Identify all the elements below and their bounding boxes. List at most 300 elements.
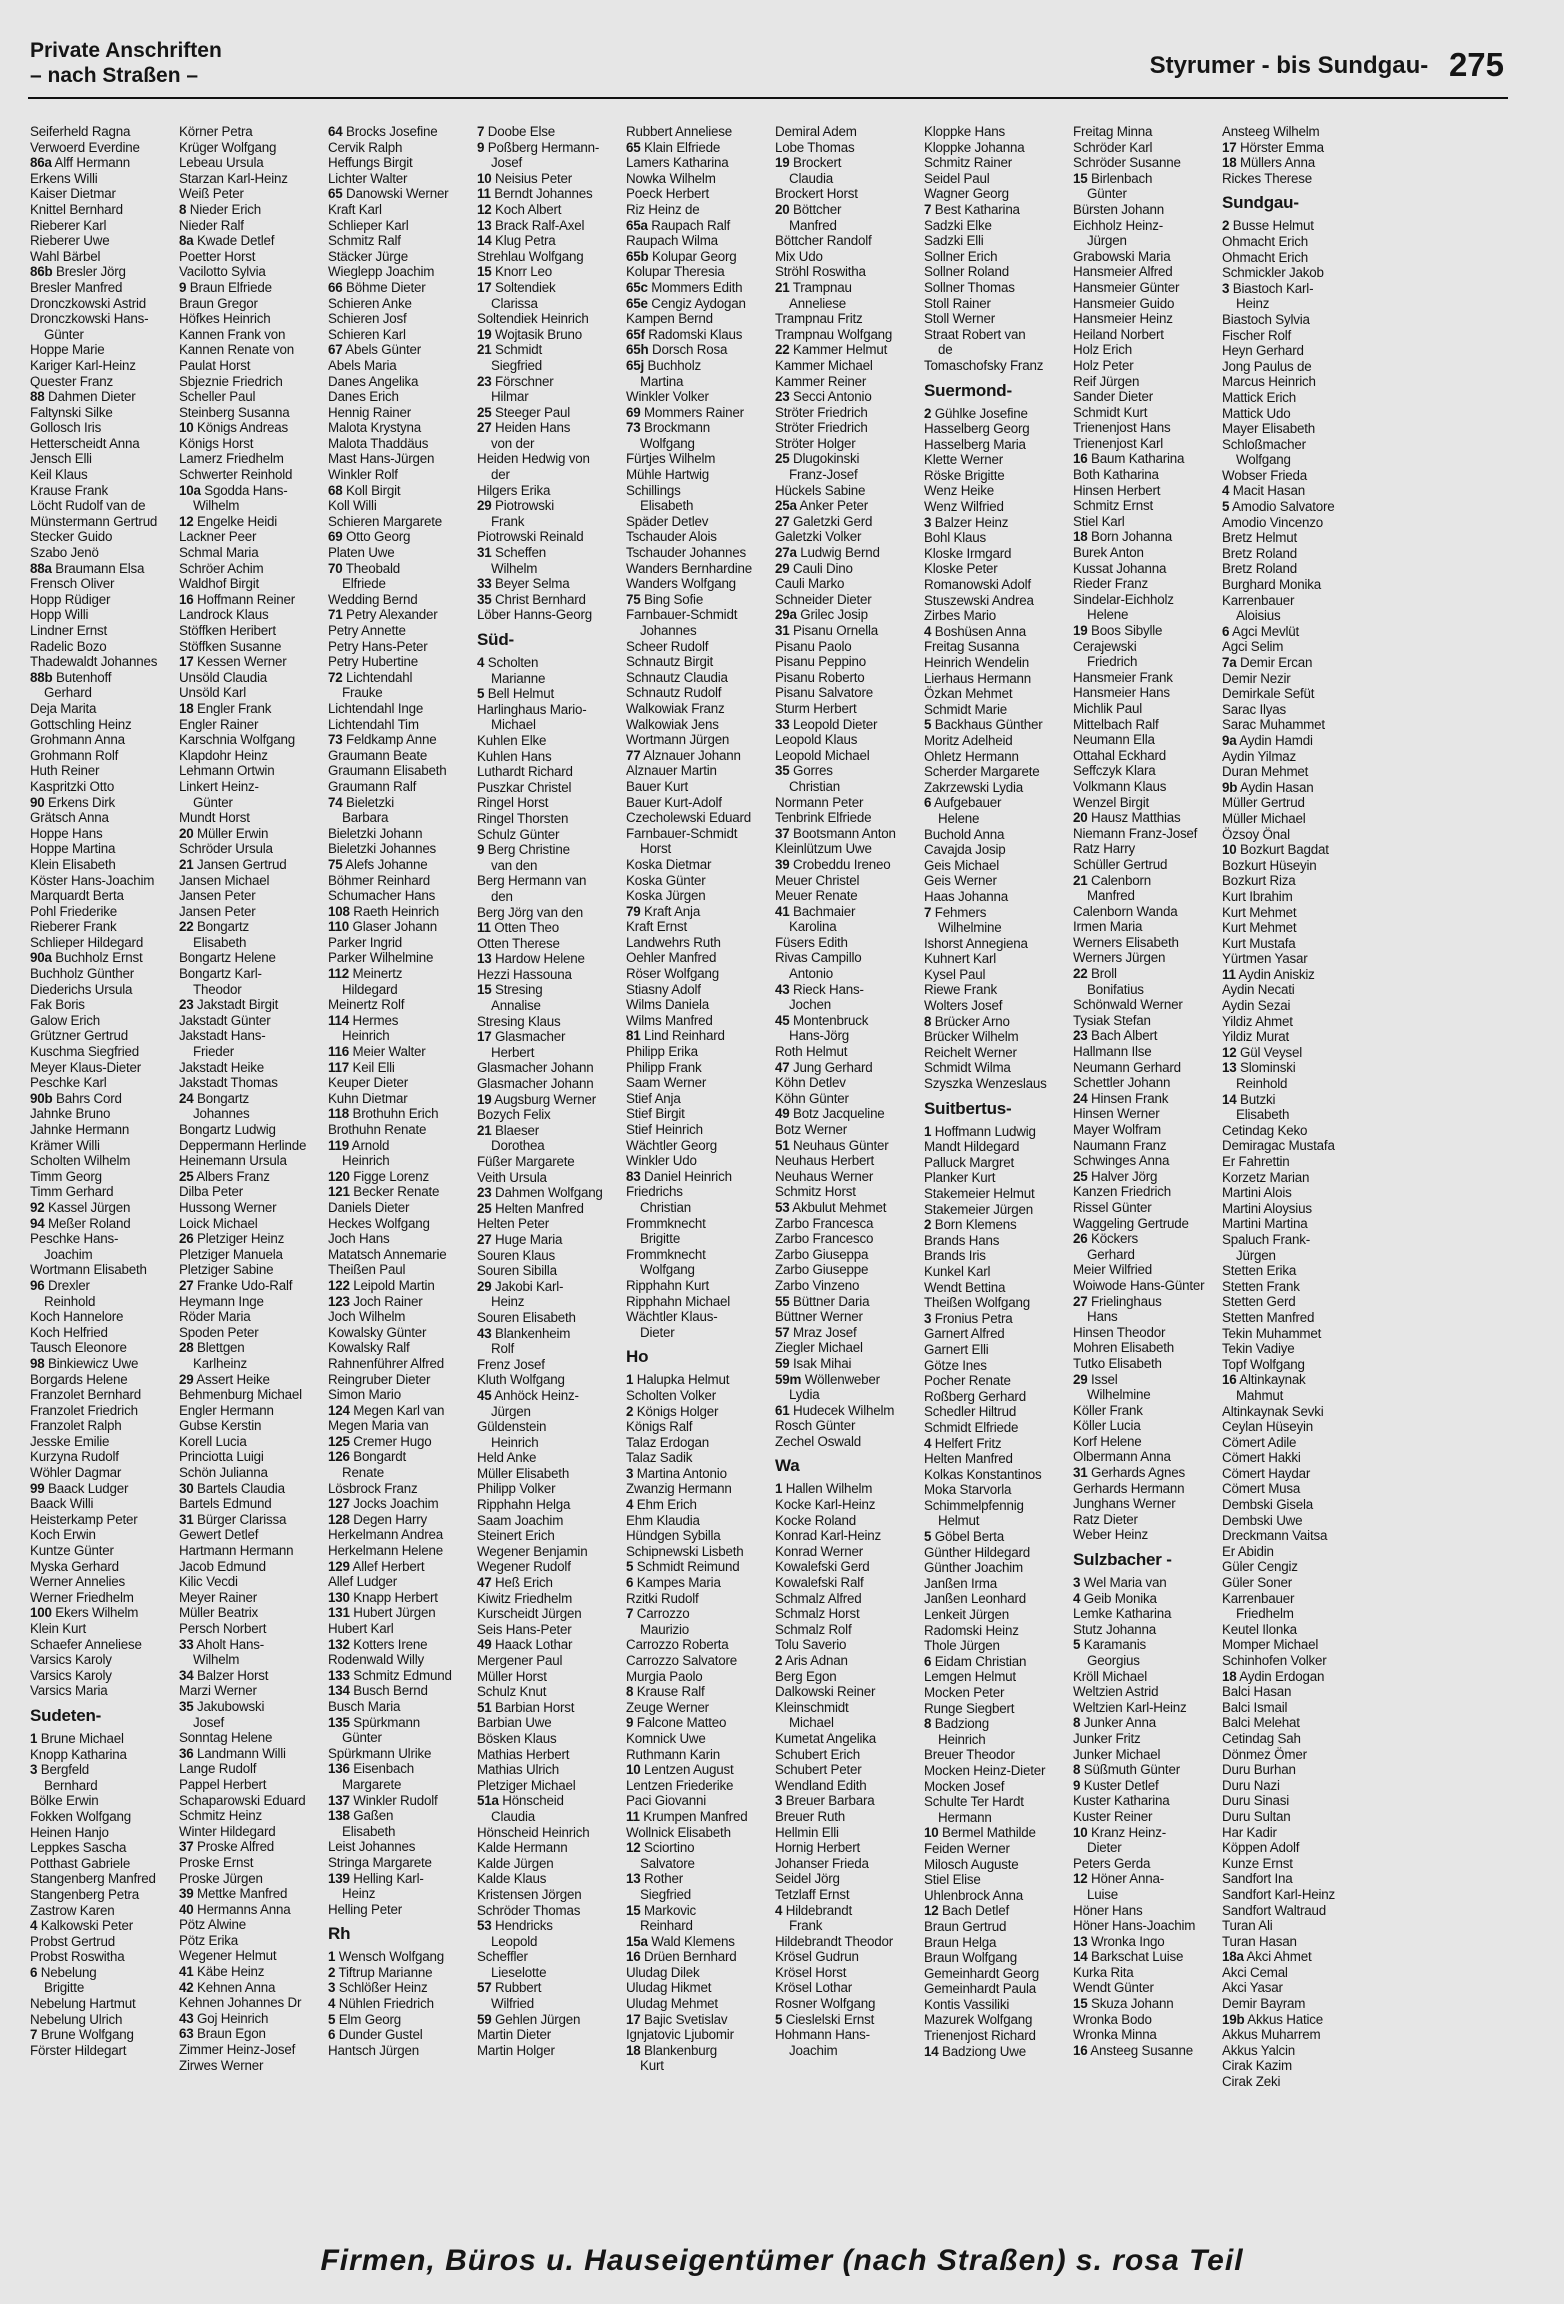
entry-continuation: Reinhold bbox=[1236, 1076, 1288, 1092]
directory-column bbox=[1073, 124, 1213, 2227]
directory-entry: Kariger Karl-Heinz bbox=[30, 357, 136, 373]
directory-entry: Gottschling Heinz bbox=[30, 716, 132, 732]
directory-entry: Hündgen Sybilla bbox=[626, 1528, 721, 1544]
directory-entry: Mazurek Wolfgang bbox=[924, 2012, 1033, 2028]
directory-entry: 86a Alff Hermann bbox=[30, 155, 131, 171]
directory-entry: Hopp Willi bbox=[30, 607, 89, 623]
directory-entry: Leopold Klaus bbox=[775, 732, 858, 748]
directory-entry: Schloßmacher bbox=[1222, 436, 1306, 452]
directory-entry: Radomski Heinz bbox=[924, 1622, 1019, 1638]
house-number: 14 bbox=[1073, 1949, 1088, 1965]
entry-continuation: Brigitte bbox=[640, 1231, 681, 1247]
directory-entry: Holz Peter bbox=[1073, 357, 1134, 373]
directory-entry: Erkens Willi bbox=[30, 170, 98, 186]
directory-entry: Kurt Mustafa bbox=[1222, 935, 1296, 951]
directory-entry: 33 Aholt Hans- bbox=[179, 1636, 265, 1652]
directory-entry: Souren Elisabeth bbox=[477, 1309, 576, 1325]
directory-entry: Mix Udo bbox=[775, 248, 823, 264]
directory-entry: Otten Therese bbox=[477, 935, 560, 951]
directory-entry: Both Katharina bbox=[1073, 467, 1159, 483]
directory-entry: Scherder Margarete bbox=[924, 764, 1040, 780]
directory-entry: Jansen Michael bbox=[179, 872, 270, 888]
house-number: 27a bbox=[775, 545, 797, 561]
directory-entry: Aydin Sezai bbox=[1222, 998, 1291, 1014]
directory-entry: 12 Sciortino bbox=[626, 1840, 695, 1856]
directory-entry: 75 Alefs Johanne bbox=[328, 856, 428, 872]
directory-entry: Krösel Gudrun bbox=[775, 1949, 859, 1965]
house-number: 18a bbox=[1222, 1949, 1244, 1965]
directory-entry: Schinhofen Volker bbox=[1222, 1653, 1327, 1668]
street-range-title: Styrumer - bis Sundgau- bbox=[1149, 52, 1429, 79]
house-number: 39 bbox=[179, 1886, 194, 1902]
directory-entry: Danes Angelika bbox=[328, 373, 419, 389]
directory-entry: Landrock Klaus bbox=[179, 607, 269, 623]
directory-entry: Stöffken Susanne bbox=[179, 638, 282, 654]
directory-entry: 51 Neuhaus Günter bbox=[775, 1137, 889, 1153]
directory-entry: Ströter Friedrich bbox=[775, 420, 868, 436]
directory-entry: Steinberg Susanna bbox=[179, 404, 290, 420]
directory-entry: Martini Martina bbox=[1222, 1216, 1308, 1232]
directory-entry: Köller Lucia bbox=[1073, 1418, 1141, 1434]
directory-entry: Er Abidin bbox=[1222, 1543, 1274, 1559]
entry-continuation: Joachim bbox=[44, 1246, 93, 1262]
directory-entry: Abels Maria bbox=[328, 357, 397, 373]
directory-entry: Schröder Ursula bbox=[179, 841, 273, 857]
directory-entry: Quester Franz bbox=[30, 373, 113, 389]
directory-entry: Keuper Dieter bbox=[328, 1075, 409, 1091]
entry-continuation: Heinrich bbox=[342, 1028, 390, 1044]
directory-entry: Zarbo Giuseppa bbox=[775, 1246, 869, 1262]
directory-entry: Sollner Thomas bbox=[924, 279, 1015, 295]
directory-entry: Winkler Rolf bbox=[328, 467, 398, 483]
entry-continuation: Günter bbox=[1087, 186, 1127, 202]
directory-entry: 36 Landmann Willi bbox=[179, 1745, 286, 1761]
directory-entry: Schönwald Werner bbox=[1073, 997, 1183, 1013]
directory-entry: 12 Engelke Heidi bbox=[179, 513, 278, 529]
directory-entry: 139 Helling Karl- bbox=[328, 1870, 424, 1886]
directory-entry: Büttner Werner bbox=[775, 1309, 863, 1325]
directory-entry: Heymann Inge bbox=[179, 1293, 264, 1309]
directory-entry: 28 Blettgen bbox=[179, 1340, 245, 1356]
directory-entry: 18a Akci Ahmet bbox=[1222, 1949, 1312, 1965]
directory-entry: Bauer Kurt bbox=[626, 778, 689, 794]
directory-entry: Berg Hermann van bbox=[477, 873, 587, 889]
directory-entry: Garnert Elli bbox=[924, 1341, 989, 1357]
directory-entry: 5 Amodio Salvatore bbox=[1222, 499, 1335, 515]
directory-entry: Winkler Volker bbox=[626, 389, 709, 405]
directory-entry: Schaefer Anneliese bbox=[30, 1636, 142, 1652]
house-number: 10 bbox=[924, 1825, 939, 1841]
directory-entry: Wegener Rudolf bbox=[477, 1559, 571, 1575]
house-number: 96 bbox=[30, 1277, 45, 1293]
entry-continuation: Luise bbox=[1087, 1886, 1119, 1902]
directory-entry: Kuster Reiner bbox=[1073, 1808, 1153, 1824]
directory-entry: Graumann Beate bbox=[328, 747, 428, 763]
entry-continuation: Aloisius bbox=[1236, 608, 1281, 624]
entry-continuation: Reinhard bbox=[640, 1918, 693, 1934]
house-number: 137 bbox=[328, 1792, 350, 1808]
directory-entry: 25a Anker Peter bbox=[775, 498, 869, 514]
directory-entry: Lange Rudolf bbox=[179, 1761, 257, 1777]
directory-entry: Dembski Uwe bbox=[1222, 1512, 1303, 1528]
directory-entry: 47 Heß Erich bbox=[477, 1575, 553, 1591]
directory-entry: Walkowiak Jens bbox=[626, 716, 719, 732]
house-number: 116 bbox=[328, 1044, 350, 1060]
entry-continuation: Martina bbox=[640, 373, 684, 389]
directory-entry: Grohmann Anna bbox=[30, 732, 125, 748]
directory-entry: Schubert Peter bbox=[775, 1762, 862, 1778]
directory-entry: Mathias Herbert bbox=[477, 1746, 570, 1762]
directory-entry: Schieren Anke bbox=[328, 295, 412, 311]
house-number: 118 bbox=[328, 1106, 350, 1122]
directory-entry: Jacob Edmund bbox=[179, 1558, 266, 1574]
directory-entry: Koska Günter bbox=[626, 872, 706, 888]
directory-entry: 59 Gehlen Jürgen bbox=[477, 2011, 581, 2027]
directory-entry: Krösel Lothar bbox=[775, 1980, 853, 1996]
entry-continuation: Hans-Jörg bbox=[789, 1028, 849, 1044]
directory-entry: 10 Lentzen August bbox=[626, 1762, 734, 1778]
directory-entry: 6 Agci Mevlüt bbox=[1222, 623, 1300, 639]
directory-entry: 21 Calenborn bbox=[1073, 872, 1152, 888]
directory-entry: Krüger Wolfgang bbox=[179, 139, 277, 155]
house-number: 33 bbox=[775, 716, 790, 732]
directory-entry: Grabowski Maria bbox=[1073, 248, 1171, 264]
directory-entry: 2 Tiftrup Marianne bbox=[328, 1964, 433, 1980]
house-number: 1 bbox=[775, 1481, 783, 1497]
directory-entry: 65 Danowski Werner bbox=[328, 186, 449, 202]
entry-continuation: Siegfried bbox=[491, 357, 543, 373]
directory-entry: Petry Hubertine bbox=[328, 654, 419, 670]
directory-entry: Jesske Emilie bbox=[30, 1433, 110, 1449]
directory-entry: Nebelung Hartmut bbox=[30, 1996, 136, 2012]
entry-continuation: Hans bbox=[1087, 1309, 1118, 1325]
directory-entry: Ripphahn Helga bbox=[477, 1497, 571, 1513]
directory-entry: Schmitz Horst bbox=[775, 1184, 856, 1200]
directory-entry: Heyn Gerhard bbox=[1222, 343, 1304, 359]
entry-continuation: Josef bbox=[193, 1714, 225, 1730]
directory-entry: Meuer Christel bbox=[775, 872, 860, 888]
house-number: 94 bbox=[30, 1215, 45, 1231]
directory-entry: Müller Gertrud bbox=[1222, 795, 1305, 811]
directory-entry: Rahnenführer Alfred bbox=[328, 1355, 445, 1371]
house-number: 9 bbox=[1073, 1777, 1081, 1793]
directory-entry: 126 Bongardt bbox=[328, 1449, 407, 1465]
directory-entry: Wagner Georg bbox=[924, 186, 1009, 202]
entry-continuation: Johannes bbox=[193, 1106, 250, 1122]
directory-entry: Kraft Ernst bbox=[626, 919, 688, 935]
directory-entry: Koll Willi bbox=[328, 498, 377, 514]
directory-entry: 9 Braun Elfriede bbox=[179, 279, 272, 295]
entry-continuation: von der bbox=[491, 435, 535, 451]
directory-entry: Tschauder Johannes bbox=[626, 545, 746, 561]
directory-entry: 11 Aydin Aniskiz bbox=[1222, 966, 1315, 982]
directory-entry: Bongartz Ludwig bbox=[179, 1122, 276, 1137]
directory-entry: 16 Baum Katharina bbox=[1073, 451, 1185, 467]
directory-entry: Frensch Oliver bbox=[30, 576, 115, 592]
directory-entry: Fürtjes Wilhelm bbox=[626, 451, 716, 467]
house-number: 4 bbox=[30, 1918, 38, 1934]
directory-entry: 65j Buchholz bbox=[626, 357, 702, 373]
house-number: 12 bbox=[1222, 1044, 1237, 1060]
directory-entry: Fak Boris bbox=[30, 997, 85, 1013]
directory-entry: Joch Hans bbox=[328, 1231, 390, 1247]
directory-entry: Bohl Klaus bbox=[924, 530, 987, 546]
house-number: 51a bbox=[477, 1793, 499, 1809]
directory-entry: Gemeinhardt Paula bbox=[924, 1981, 1036, 1997]
house-number: 49 bbox=[775, 1106, 790, 1122]
directory-entry: Jakstadt Thomas bbox=[179, 1075, 278, 1091]
house-number: 69 bbox=[328, 529, 343, 545]
entry-continuation: Leopold bbox=[491, 1933, 538, 1949]
directory-entry: Kurzyna Rudolf bbox=[30, 1449, 119, 1465]
house-number: 27 bbox=[179, 1277, 194, 1293]
directory-entry: Stetten Gerd bbox=[1222, 1294, 1296, 1310]
directory-entry: 61 Hudecek Wilhelm bbox=[775, 1402, 895, 1418]
house-number: 53 bbox=[775, 1199, 790, 1215]
directory-entry: 135 Spürkmann bbox=[328, 1714, 420, 1730]
directory-entry: 8 Brücker Arno bbox=[924, 1013, 1010, 1029]
directory-entry: Philipp Volker bbox=[477, 1481, 556, 1497]
house-number: 70 bbox=[328, 560, 343, 576]
directory-entry: Hopp Rüdiger bbox=[30, 591, 111, 607]
directory-entry: Graumann Elisabeth bbox=[328, 763, 447, 779]
directory-entry: 16 Ansteeg Susanne bbox=[1073, 2042, 1194, 2058]
directory-entry: 53 Akbulut Mehmet bbox=[775, 1199, 887, 1215]
directory-entry: Loick Michael bbox=[179, 1215, 258, 1231]
directory-entry: Peters Gerda bbox=[1073, 1855, 1151, 1871]
house-number: 65b bbox=[626, 248, 649, 264]
entry-continuation: Wolfgang bbox=[1236, 452, 1291, 468]
directory-entry: Rosch Günter bbox=[775, 1418, 856, 1434]
directory-entry: Walkowiak Franz bbox=[626, 700, 725, 716]
directory-entry: Heffungs Birgit bbox=[328, 155, 413, 171]
house-number: 79 bbox=[626, 903, 641, 919]
directory-entry: 4 Ehm Erich bbox=[626, 1497, 697, 1513]
directory-entry: Pötz Erika bbox=[179, 1932, 239, 1948]
house-number: 65f bbox=[626, 326, 645, 342]
directory-entry: Proske Ernst bbox=[179, 1854, 254, 1870]
house-number: 15 bbox=[477, 264, 492, 280]
directory-entry: Sadzki Elke bbox=[924, 217, 992, 233]
directory-entry: 7 Fehmers bbox=[924, 904, 987, 920]
directory-entry: Bürsten Johann bbox=[1073, 201, 1164, 217]
directory-entry: Schnautz Rudolf bbox=[626, 685, 722, 701]
house-number: 75 bbox=[328, 856, 343, 872]
directory-entry: Werner Annelies bbox=[30, 1574, 126, 1590]
directory-entry: 72 Lichtendahl bbox=[328, 669, 413, 685]
directory-entry: Bartels Edmund bbox=[179, 1496, 272, 1512]
directory-entry: 4 Scholten bbox=[477, 655, 539, 670]
directory-entry: Cömert Hakki bbox=[1222, 1450, 1301, 1466]
directory-entry: Kluth Wolfgang bbox=[477, 1372, 565, 1388]
directory-entry: Fischer Rolf bbox=[1222, 327, 1292, 343]
directory-entry: 29 Cauli Dino bbox=[775, 560, 853, 576]
directory-entry: 65h Dorsch Rosa bbox=[626, 342, 728, 358]
house-number: 128 bbox=[328, 1511, 350, 1527]
directory-entry: Runge Siegbert bbox=[924, 1700, 1015, 1716]
directory-entry: Kuhlen Hans bbox=[477, 748, 552, 764]
house-number: 120 bbox=[328, 1168, 350, 1184]
directory-entry: Piotrowski Reinald bbox=[477, 529, 584, 545]
directory-entry: Volkmann Klaus bbox=[1073, 778, 1167, 794]
house-number: 108 bbox=[328, 903, 350, 919]
directory-entry: Tekin Muhammet bbox=[1222, 1325, 1322, 1341]
directory-entry: Behmenburg Michael bbox=[179, 1387, 302, 1403]
directory-entry: Calenborn Wanda bbox=[1073, 903, 1178, 919]
entry-continuation: Gerhard bbox=[44, 685, 92, 701]
house-number: 2 bbox=[924, 405, 932, 421]
directory-entry: Jakstadt Günter bbox=[179, 1012, 271, 1028]
entry-continuation: Wilhelmine bbox=[1087, 1387, 1151, 1403]
house-number: 136 bbox=[328, 1761, 350, 1777]
directory-entry: 10 Neisius Peter bbox=[477, 170, 573, 186]
house-number: 7 bbox=[30, 2027, 38, 2043]
directory-entry: Winter Hildegard bbox=[179, 1823, 276, 1839]
directory-entry: Kurt Ibrahim bbox=[1222, 888, 1293, 904]
directory-entry: 4 Hildebrandt bbox=[775, 1902, 853, 1918]
directory-entry: Balci Melehat bbox=[1222, 1715, 1300, 1731]
directory-entry: Pletziger Manuela bbox=[179, 1246, 283, 1262]
house-number: 3 bbox=[328, 1980, 336, 1996]
house-number: 17 bbox=[477, 279, 492, 295]
entry-continuation: Wilfried bbox=[491, 1996, 535, 2012]
entry-continuation: Frauke bbox=[342, 685, 383, 701]
directory-entry: Wronka Bodo bbox=[1073, 2011, 1152, 2027]
directory-entry: Bozkurt Riza bbox=[1222, 873, 1296, 889]
directory-entry: Meyer Klaus-Dieter bbox=[30, 1059, 141, 1075]
street-heading: Sulzbacher - bbox=[1073, 1550, 1172, 1570]
entry-continuation: Franz-Josef bbox=[789, 467, 858, 483]
directory-entry: 90a Buchholz Ernst bbox=[30, 950, 143, 966]
house-number: 134 bbox=[328, 1683, 350, 1699]
directory-entry: Held Anke bbox=[477, 1450, 537, 1466]
directory-entry: Deppermann Herlinde bbox=[179, 1137, 307, 1153]
directory-entry: Schaparowski Eduard bbox=[179, 1792, 306, 1808]
directory-entry: 15 Skuza Johann bbox=[1073, 1996, 1174, 2012]
directory-entry: Zirwes Werner bbox=[179, 2057, 264, 2073]
house-number: 5 bbox=[775, 2011, 783, 2027]
directory-entry: Körner Petra bbox=[179, 124, 253, 139]
directory-entry: 7 Doobe Else bbox=[477, 124, 555, 139]
entry-continuation: Maurizio bbox=[640, 1621, 690, 1637]
house-number: 19 bbox=[775, 155, 790, 171]
house-number: 16 bbox=[626, 1949, 641, 1965]
directory-entry: 1 Hoffmann Ludwig bbox=[924, 1123, 1036, 1139]
directory-entry: Weltzien Karl-Heinz bbox=[1073, 1699, 1187, 1715]
house-number: 133 bbox=[328, 1667, 350, 1683]
house-number: 29a bbox=[775, 607, 797, 623]
house-number: 125 bbox=[328, 1433, 350, 1449]
directory-entry: 132 Kotters Irene bbox=[328, 1636, 428, 1652]
entry-continuation: Wilhelm bbox=[193, 498, 240, 514]
directory-entry: Stoll Rainer bbox=[924, 295, 991, 311]
directory-entry: Dembski Gisela bbox=[1222, 1497, 1313, 1513]
entry-continuation: Günter bbox=[342, 1730, 382, 1746]
directory-entry: 16 Drüen Bernhard bbox=[626, 1949, 737, 1965]
house-number: 139 bbox=[328, 1870, 350, 1886]
directory-entry: Huth Reiner bbox=[30, 763, 100, 779]
directory-entry: Sollner Erich bbox=[924, 248, 998, 264]
directory-entry: 17 Bajic Svetislav bbox=[626, 2011, 728, 2027]
house-number: 13 bbox=[477, 217, 492, 233]
directory-entry: Bösken Klaus bbox=[477, 1730, 557, 1746]
directory-entry: Hilgers Erika bbox=[477, 482, 551, 498]
directory-entry: Buchold Anna bbox=[924, 826, 1005, 842]
directory-entry: Har Kadir bbox=[1222, 1824, 1277, 1840]
directory-entry: Reif Jürgen bbox=[1073, 373, 1140, 389]
directory-entry: 17 Soltendiek bbox=[477, 279, 556, 295]
directory-entry: Normann Peter bbox=[775, 794, 864, 810]
directory-entry: Gollosch Iris bbox=[30, 420, 102, 436]
directory-entry: Deja Marita bbox=[30, 700, 97, 716]
entry-continuation: Siegfried bbox=[640, 1886, 692, 1902]
directory-entry: Akci Yasar bbox=[1222, 1980, 1283, 1996]
directory-entry: Dreckmann Vaitsa bbox=[1222, 1528, 1328, 1544]
directory-entry: Joch Wilhelm bbox=[328, 1309, 406, 1325]
directory-entry: Parker Wilhelmine bbox=[328, 950, 434, 966]
directory-entry: Schwinges Anna bbox=[1073, 1153, 1170, 1169]
house-number: 9a bbox=[1222, 732, 1237, 748]
house-number: 51 bbox=[775, 1137, 790, 1153]
house-number: 23 bbox=[1073, 1028, 1088, 1044]
directory-entry: 10 Bermel Mathilde bbox=[924, 1825, 1036, 1841]
directory-entry: Koch Helfried bbox=[30, 1324, 108, 1340]
house-number: 65e bbox=[626, 295, 648, 311]
directory-entry: 29 Piotrowski bbox=[477, 498, 555, 514]
directory-entry: Irmen Maria bbox=[1073, 919, 1143, 935]
directory-entry: Schulz Knut bbox=[477, 1684, 547, 1700]
house-number: 18 bbox=[179, 700, 194, 716]
directory-entry: Ratz Dieter bbox=[1073, 1511, 1138, 1527]
directory-entry: Wächtler Georg bbox=[626, 1137, 717, 1153]
directory-entry: Kontis Vassiliki bbox=[924, 1996, 1010, 2012]
house-number: 17 bbox=[477, 1029, 492, 1045]
directory-entry: 45 Montenbruck bbox=[775, 1012, 869, 1028]
directory-entry: Freitag Minna bbox=[1073, 124, 1153, 139]
directory-entry: Demir Nezir bbox=[1222, 670, 1291, 686]
entry-continuation: Claudia bbox=[789, 170, 834, 186]
directory-entry: Timm Georg bbox=[30, 1168, 102, 1184]
house-number: 2 bbox=[1222, 218, 1230, 234]
house-number: 6 bbox=[924, 1653, 932, 1669]
directory-entry: Helten Peter bbox=[477, 1216, 550, 1232]
directory-entry: Schröder Susanne bbox=[1073, 155, 1181, 171]
directory-entry: 12 Gül Veysel bbox=[1222, 1044, 1303, 1060]
directory-entry: Münstermann Gertrud bbox=[30, 513, 158, 529]
directory-entry: 10a Sgodda Hans- bbox=[179, 482, 288, 498]
directory-entry: 21 Trampnau bbox=[775, 279, 852, 295]
directory-entry: Schmal Maria bbox=[179, 545, 259, 561]
directory-entry: Probst Roswitha bbox=[30, 1949, 125, 1965]
house-number: 65c bbox=[626, 279, 648, 295]
directory-entry: Vacilotto Sylvia bbox=[179, 264, 266, 280]
directory-entry: Busch Maria bbox=[328, 1698, 401, 1714]
directory-entry: 15 Birlenbach bbox=[1073, 170, 1153, 186]
house-number: 22 bbox=[179, 919, 194, 935]
house-number: 42 bbox=[179, 1979, 194, 1995]
directory-entry: 53 Hendricks bbox=[477, 1918, 553, 1934]
house-number: 4 bbox=[924, 1435, 932, 1451]
house-number: 71 bbox=[328, 607, 343, 623]
house-number: 47 bbox=[775, 1059, 790, 1075]
directory-entry: Wahl Bärbel bbox=[30, 248, 101, 264]
directory-entry: Franzolet Bernhard bbox=[30, 1387, 142, 1403]
directory-entry: Heiland Norbert bbox=[1073, 326, 1164, 342]
directory-entry: Princiotta Luigi bbox=[179, 1449, 264, 1465]
directory-entry: 12 Koch Albert bbox=[477, 201, 562, 217]
directory-entry: Demirkale Sefüt bbox=[1222, 686, 1315, 702]
directory-entry: Ströter Holger bbox=[775, 435, 856, 451]
